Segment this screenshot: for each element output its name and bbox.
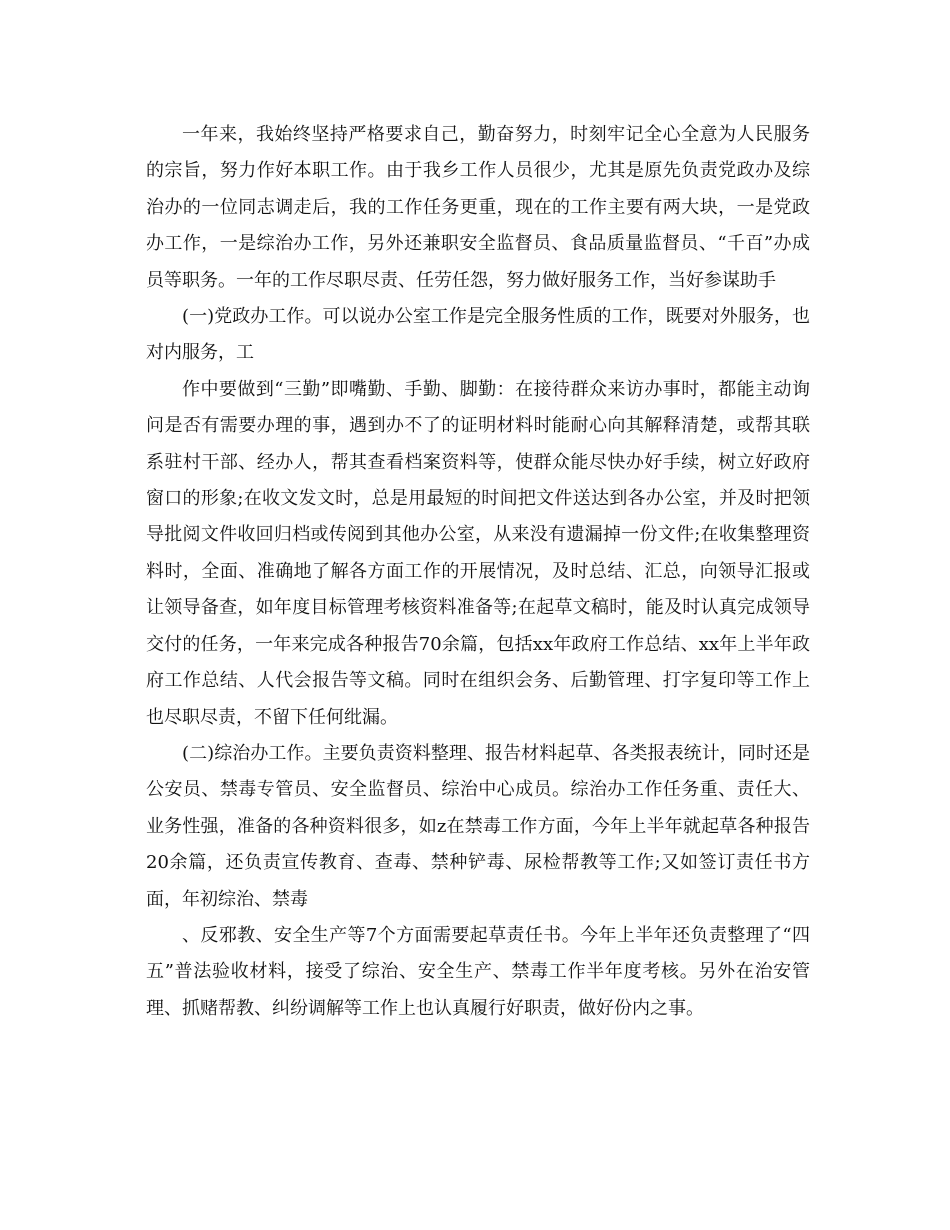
paragraph-intro: 一年来，我始终坚持严格要求自己，勤奋努力，时刻牢记全心全意为人民服务的宗旨，努力作好本职工作。由于我乡工作人员很少，尤其是原先负责党政办及综治办的一位同志调走后，我的工作任务更重，现在的工作主要有两大块，一是党政办工作，一是综治办工作，另外还兼职安全监督员、食品质量监督员、“千百”办成员等职务。一年的工作尽职尽责、任劳任怨，努力做好服务工作，当好参谋助手 xyxy=(146,124,810,291)
paragraph-party-office-heading: (一)党政办工作。可以说办公室工作是完全服务性质的工作，既要对外服务，也对内服务，工 xyxy=(146,306,810,364)
paragraph-responsibility-letters: 、反邪教、安全生产等7个方面需要起草责任书。今年上半年还负责整理了“四五”普法验收材料，接受了综治、安全生产、禁毒工作半年度考核。另外在治安管理、抓赌帮教、纠纷调解等工作上也认真履行好职责，做好份内之事。 xyxy=(146,924,810,1019)
document-body xyxy=(146,117,810,1027)
paragraph-party-office-detail: 作中要做到“三勤”即嘴勤、手勤、脚勤：在接待群众来访办事时，都能主动询问是否有需要办理的事，遇到办不了的证明材料时能耐心向其解释清楚，或帮其联系驻村干部、经办人，帮其查看档案资料等，使群众能尽快办好手续，树立好政府窗口的形象;在收文发文时，总是用最短的时间把文件送达到各办公室，并及时把领导批阅文件收回归档或传阅到其他办公室，从来没有遗漏掉一份文件;在收集整理资料时，全面、准确地了解各方面工作的开展情况，及时总结、汇总，向领导汇报或让领导备查，如年度目标管理考核资料准备等;在起草文稿时，能及时认真完成领导交付的任务，一年来完成各种报告70余篇，包括xx年政府工作总结、xx年上半年政府工作总结、人代会报告等文稿。同时在组织会务、后勤管理、打字复印等工作上也尽职尽责，不留下任何纰漏。 xyxy=(146,378,810,728)
paragraph-comprehensive-governance: (二)综治办工作。主要负责资料整理、报告材料起草、各类报表统计，同时还是公安员、禁毒专管员、安全监督员、综治中心成员。综治办工作任务重、责任大、业务性强，准备的各种资料很多，如z在禁毒工作方面，今年上半年就起草各种报告20余篇，还负责宣传教育、查毒、禁种铲毒、尿检帮教等工作;又如签订责任书方面，年初综治、禁毒 xyxy=(146,742,810,910)
